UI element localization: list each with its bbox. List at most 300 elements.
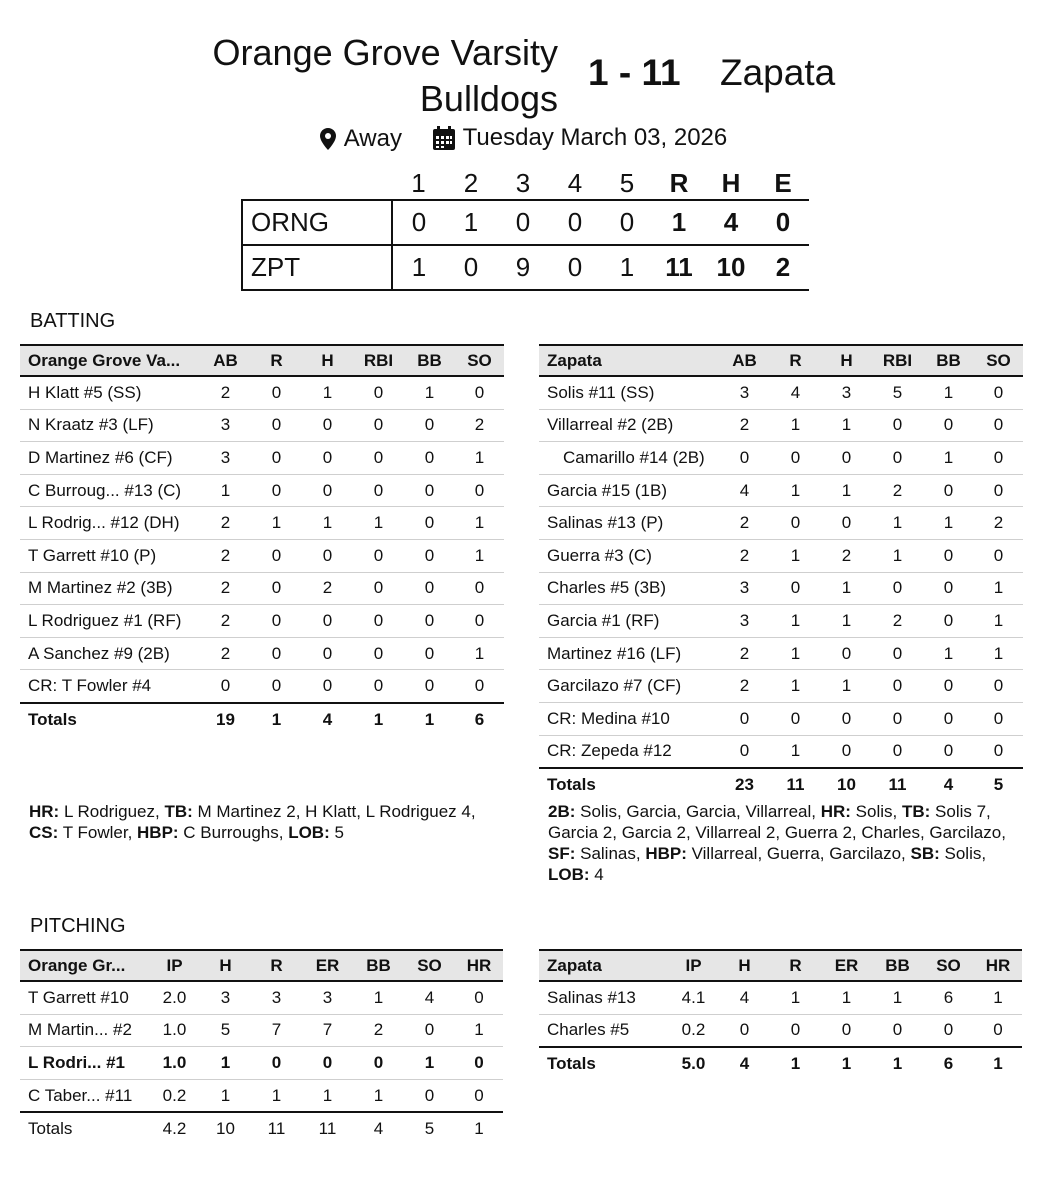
stat-header-row — [20, 950, 503, 981]
stat-value: 10 — [837, 774, 856, 794]
errors-header: E — [774, 168, 792, 198]
stat-value: 1 — [770, 539, 821, 572]
column-header: H — [200, 950, 251, 981]
column-header: BB — [353, 950, 404, 981]
player-name: Solis #11 (SS) — [539, 376, 719, 409]
stat-value: 2 — [719, 670, 770, 703]
stat-value: 6 — [474, 709, 485, 729]
player-name: L Rodri... #1 — [20, 1047, 149, 1080]
stat-value: 2 — [302, 572, 353, 605]
stat-value: 4.2 — [162, 1119, 187, 1139]
stat-value: 1 — [821, 474, 872, 507]
stat-header-row — [20, 345, 504, 376]
inning-score: 0 — [567, 207, 583, 237]
inning-score: 9 — [515, 252, 531, 282]
player-name: Charles #5 (3B) — [539, 572, 719, 605]
column-header: R — [251, 345, 302, 376]
stat-value: 0 — [251, 637, 302, 670]
player-row — [20, 637, 504, 670]
note-text: C Burroughs, — [178, 823, 289, 842]
stat-value: 0 — [923, 572, 974, 605]
note-label: HR: — [820, 802, 851, 821]
player-name: C Taber... #11 — [20, 1079, 149, 1112]
stat-value: 1 — [993, 1053, 1003, 1073]
note-label: 2B: — [548, 802, 576, 821]
player-name: M Martin... #2 — [20, 1014, 149, 1047]
player-name: A Sanchez #9 (2B) — [20, 637, 200, 670]
column-header: BB — [872, 950, 923, 981]
player-row — [20, 409, 504, 442]
stat-value: 0 — [251, 539, 302, 572]
note-label: CS: — [29, 823, 59, 842]
stat-value: 1 — [790, 1053, 801, 1073]
stat-value: 10 — [216, 1119, 235, 1139]
stat-value: 0 — [404, 1014, 455, 1047]
stat-value: 0 — [455, 376, 504, 409]
player-row — [539, 539, 1023, 572]
hits-header: H — [721, 168, 741, 198]
column-header: Zapata — [539, 345, 719, 376]
player-row — [539, 409, 1023, 442]
stat-value: 0 — [974, 442, 1023, 475]
stat-value: 1 — [770, 637, 821, 670]
note-label: HBP: — [645, 844, 687, 863]
stat-value: 1 — [404, 1047, 455, 1080]
stat-value: 0 — [455, 474, 504, 507]
linescore-team: ZPT — [242, 245, 392, 290]
player-row — [539, 507, 1023, 540]
stat-value: 11 — [267, 1119, 286, 1139]
note-text: Villarreal, Guerra, Garcilazo, — [686, 844, 911, 863]
pitching-table-away — [539, 949, 1022, 1080]
pitching-section-title: PITCHING — [30, 915, 126, 937]
note-label: LOB: — [288, 823, 330, 842]
totals-label: Totals — [547, 774, 596, 794]
totals-row — [20, 1112, 503, 1145]
stat-value: 0 — [251, 474, 302, 507]
linescore-row — [242, 200, 809, 245]
player-row — [20, 507, 504, 540]
stat-value: 0 — [770, 442, 821, 475]
stat-value: 11 — [888, 774, 907, 794]
column-header: RBI — [872, 345, 923, 376]
stat-value: 0 — [821, 702, 872, 735]
stat-value: 0 — [404, 572, 455, 605]
stat-value: 1 — [353, 981, 404, 1014]
stat-value: 1.0 — [149, 1014, 200, 1047]
stat-value: 0 — [719, 1014, 770, 1047]
player-name: H Klatt #5 (SS) — [20, 376, 200, 409]
stat-value: 19 — [216, 709, 235, 729]
player-row — [20, 981, 503, 1014]
stat-value: 5 — [872, 376, 923, 409]
column-header: SO — [455, 345, 504, 376]
column-header: H — [821, 345, 872, 376]
batting-table-away — [539, 344, 1023, 801]
stat-value: 2 — [719, 637, 770, 670]
note-label: HBP: — [137, 823, 179, 842]
column-header: AB — [719, 345, 770, 376]
location-label: Away — [343, 125, 402, 152]
stat-value: 0 — [821, 735, 872, 768]
note-text: 5 — [329, 823, 344, 842]
player-row — [539, 735, 1023, 768]
column-header: ER — [821, 950, 872, 981]
column-header: H — [719, 950, 770, 981]
player-row — [20, 1079, 503, 1112]
stat-value: 0 — [770, 572, 821, 605]
stat-value: 0 — [251, 572, 302, 605]
stat-value: 0 — [353, 409, 404, 442]
player-row — [539, 981, 1022, 1014]
stat-value: 0 — [302, 474, 353, 507]
stat-value: 0 — [974, 539, 1023, 572]
column-header: Orange Gr... — [20, 950, 149, 981]
stat-value: 6 — [943, 1053, 954, 1073]
stat-value: 1 — [424, 709, 435, 729]
player-name: Salinas #13 — [539, 981, 668, 1014]
stat-value: 0 — [302, 539, 353, 572]
stat-value: 1 — [872, 981, 923, 1014]
inning-score: 0 — [567, 252, 583, 282]
player-row — [20, 670, 504, 703]
stat-value: 4 — [322, 709, 333, 729]
note-text: M Martinez 2, H Klatt, L Rodriguez 4, — [192, 802, 476, 821]
stat-value: 0 — [821, 442, 872, 475]
stat-value: 4 — [404, 981, 455, 1014]
stat-value: 0.2 — [668, 1014, 719, 1047]
stat-value: 0 — [974, 1014, 1022, 1047]
stat-value: 2 — [200, 376, 251, 409]
stat-value: 1 — [770, 474, 821, 507]
inning-header: 5 — [619, 168, 635, 198]
column-header: HR — [455, 950, 503, 981]
stat-value: 1 — [974, 637, 1023, 670]
linescore-header — [242, 168, 809, 200]
inning-score: 0 — [411, 207, 427, 237]
batting-notes-away — [548, 801, 1018, 885]
stat-value: 0 — [353, 605, 404, 638]
stat-value: 0 — [872, 637, 923, 670]
inning-score: 0 — [463, 252, 479, 282]
stat-value: 1 — [821, 605, 872, 638]
stat-value: 1 — [200, 474, 251, 507]
stat-value: 0 — [353, 474, 404, 507]
stat-value: 0 — [353, 637, 404, 670]
player-row — [539, 376, 1023, 409]
player-name: N Kraatz #3 (LF) — [20, 409, 200, 442]
stat-value: 0 — [404, 637, 455, 670]
player-row — [539, 474, 1023, 507]
stat-value: 1 — [353, 507, 404, 540]
total-score: 1 — [671, 207, 687, 237]
column-header: SO — [923, 950, 974, 981]
home-team-name — [160, 30, 558, 122]
stat-value: 2 — [353, 1014, 404, 1047]
stat-value: 3 — [200, 409, 251, 442]
stat-value: 1 — [302, 507, 353, 540]
stat-value: 4 — [719, 981, 770, 1014]
total-score: 0 — [775, 207, 791, 237]
stat-value: 0 — [770, 507, 821, 540]
stat-value: 1 — [302, 1079, 353, 1112]
linescore-table — [241, 168, 809, 291]
stat-header-row — [539, 345, 1023, 376]
note-text: Solis, — [850, 802, 902, 821]
batting-notes-home — [29, 801, 509, 843]
stat-value: 1 — [302, 376, 353, 409]
stat-value: 3 — [251, 981, 302, 1014]
stat-value: 0 — [404, 507, 455, 540]
note-label: LOB: — [548, 865, 590, 884]
stat-value: 3 — [719, 572, 770, 605]
column-header: Zapata — [539, 950, 668, 981]
inning-score: 1 — [463, 207, 479, 237]
totals-label: Totals — [28, 709, 77, 729]
stat-value: 0.2 — [149, 1079, 200, 1112]
totals-row — [539, 768, 1023, 801]
stat-value: 1 — [373, 709, 384, 729]
stat-value: 1.0 — [149, 1047, 200, 1080]
stat-value: 1 — [821, 981, 872, 1014]
player-name: D Martinez #6 (CF) — [20, 442, 200, 475]
stat-value: 0 — [455, 572, 504, 605]
stat-value: 0 — [302, 637, 353, 670]
stat-value: 1 — [974, 981, 1022, 1014]
player-row — [20, 572, 504, 605]
stat-value: 0 — [251, 1047, 302, 1080]
home-team-line2: Bulldogs — [419, 78, 558, 119]
totals-label: Totals — [28, 1119, 73, 1139]
stat-value: 3 — [200, 442, 251, 475]
game-meta — [0, 124, 1047, 157]
note-text: Solis 7, Garcia 2, Garcia 2, Villarreal 2, Guerra 2, Charles, Garcilazo, — [548, 802, 1006, 842]
stat-value: 0 — [404, 1079, 455, 1112]
player-name: Salinas #13 (P) — [539, 507, 719, 540]
stat-value: 3 — [719, 605, 770, 638]
stat-value: 0 — [353, 670, 404, 703]
player-row — [20, 474, 504, 507]
player-row — [539, 442, 1023, 475]
stat-value: 0 — [455, 670, 504, 703]
inning-score: 0 — [619, 207, 635, 237]
stat-value: 0 — [251, 376, 302, 409]
stat-value: 0 — [974, 376, 1023, 409]
stat-value: 1 — [455, 539, 504, 572]
player-name: L Rodrig... #12 (DH) — [20, 507, 200, 540]
stat-value: 0 — [302, 442, 353, 475]
stat-value: 0 — [455, 605, 504, 638]
player-row — [539, 605, 1023, 638]
player-name: Guerra #3 (C) — [539, 539, 719, 572]
stat-value: 4 — [373, 1119, 384, 1139]
total-score: 10 — [716, 252, 746, 282]
inning-header: 4 — [567, 168, 583, 198]
inning-score: 0 — [515, 207, 531, 237]
batting-table-home — [20, 344, 504, 736]
stat-value: 1 — [455, 1014, 503, 1047]
note-label: TB: — [901, 802, 931, 821]
stat-value: 0 — [821, 637, 872, 670]
stat-value: 0 — [923, 539, 974, 572]
away-team-name: Zapata — [720, 52, 836, 93]
stat-value: 2 — [974, 507, 1023, 540]
stat-value: 0 — [923, 1014, 974, 1047]
stat-value: 3 — [200, 981, 251, 1014]
stat-value: 0 — [770, 1014, 821, 1047]
stat-value: 7 — [302, 1014, 353, 1047]
stat-value: 0 — [872, 702, 923, 735]
stat-value: 0 — [353, 539, 404, 572]
player-name: Camarillo #14 (2B) — [539, 442, 719, 475]
location-pin-icon — [320, 128, 336, 150]
note-label: SB: — [910, 844, 940, 863]
stat-value: 0 — [404, 539, 455, 572]
stat-value: 1 — [200, 1047, 251, 1080]
inning-header: 1 — [411, 168, 426, 198]
linescore-team-header — [242, 168, 392, 200]
stat-value: 1 — [770, 981, 821, 1014]
pitching-table-home — [20, 949, 503, 1145]
stat-value: 1 — [353, 1079, 404, 1112]
stat-value: 0 — [719, 442, 770, 475]
stat-value: 2 — [872, 605, 923, 638]
stat-value: 1 — [200, 1079, 251, 1112]
column-header: IP — [149, 950, 200, 981]
totals-label: Totals — [547, 1053, 596, 1073]
column-header: BB — [923, 345, 974, 376]
stat-value: 2 — [200, 572, 251, 605]
stat-value: 0 — [200, 670, 251, 703]
player-name: T Garrett #10 (P) — [20, 539, 200, 572]
stat-value: 4 — [739, 1053, 750, 1073]
player-row — [20, 376, 504, 409]
stat-value: 1 — [841, 1053, 852, 1073]
totals-row — [539, 1047, 1022, 1080]
column-header: R — [770, 345, 821, 376]
location — [320, 125, 402, 153]
note-label: HR: — [29, 802, 60, 821]
column-header: HR — [974, 950, 1022, 981]
stat-header-row — [539, 950, 1022, 981]
stat-value: 0 — [923, 409, 974, 442]
total-score: 11 — [665, 252, 693, 282]
stat-value: 0 — [974, 409, 1023, 442]
batting-section-title: BATTING — [30, 310, 116, 332]
total-score: 2 — [775, 252, 791, 282]
stat-value: 2 — [200, 539, 251, 572]
stat-value: 1 — [923, 637, 974, 670]
stat-value: 11 — [786, 774, 805, 794]
stat-value: 4 — [770, 376, 821, 409]
player-row — [20, 1014, 503, 1047]
stat-value: 3 — [302, 981, 353, 1014]
stat-value: 0 — [872, 1014, 923, 1047]
stat-value: 4 — [943, 774, 954, 794]
note-text: Solis, — [939, 844, 987, 863]
stat-value: 0 — [251, 442, 302, 475]
stat-value: 1 — [974, 605, 1023, 638]
stat-value: 0 — [821, 507, 872, 540]
player-row — [20, 1047, 503, 1080]
stat-value: 0 — [872, 409, 923, 442]
stat-value: 1 — [770, 605, 821, 638]
column-header: R — [770, 950, 821, 981]
stat-value: 1 — [770, 409, 821, 442]
stat-value: 2 — [200, 507, 251, 540]
stat-value: 0 — [719, 702, 770, 735]
stat-value: 0 — [404, 474, 455, 507]
stat-value: 0 — [821, 1014, 872, 1047]
stat-value: 0 — [872, 735, 923, 768]
player-name: M Martinez #2 (3B) — [20, 572, 200, 605]
stat-value: 0 — [353, 1047, 404, 1080]
calendar-icon — [433, 126, 455, 150]
stat-value: 1 — [923, 376, 974, 409]
stat-value: 3 — [821, 376, 872, 409]
column-header: AB — [200, 345, 251, 376]
player-name: CR: Medina #10 — [539, 702, 719, 735]
player-name: Martinez #16 (LF) — [539, 637, 719, 670]
stat-value: 0 — [251, 409, 302, 442]
player-row — [20, 605, 504, 638]
stat-value: 0 — [302, 670, 353, 703]
stat-value: 3 — [719, 376, 770, 409]
stat-value: 0 — [251, 605, 302, 638]
home-team-line1: Orange Grove Varsity — [212, 32, 558, 73]
stat-value: 0 — [455, 1079, 503, 1112]
stat-value: 0 — [923, 474, 974, 507]
stat-value: 1 — [892, 1053, 903, 1073]
stat-value: 0 — [872, 572, 923, 605]
column-header: R — [251, 950, 302, 981]
note-text: T Fowler, — [58, 823, 138, 842]
stat-value: 2 — [719, 539, 770, 572]
player-row — [539, 670, 1023, 703]
stat-value: 0 — [923, 702, 974, 735]
stat-value: 2.0 — [149, 981, 200, 1014]
stat-value: 0 — [923, 735, 974, 768]
stat-value: 1 — [770, 735, 821, 768]
stat-value: 1 — [271, 709, 282, 729]
stat-value: 1 — [455, 442, 504, 475]
stat-value: 0 — [302, 1047, 353, 1080]
stat-value: 5 — [993, 774, 1004, 794]
stat-value: 1 — [455, 637, 504, 670]
stat-value: 0 — [302, 605, 353, 638]
column-header: H — [302, 345, 353, 376]
player-row — [539, 1014, 1022, 1047]
stat-value: 1 — [455, 507, 504, 540]
runs-header: R — [669, 168, 689, 198]
game-date — [433, 124, 728, 152]
stat-value: 0 — [353, 376, 404, 409]
player-name: L Rodriguez #1 (RF) — [20, 605, 200, 638]
player-name: T Garrett #10 — [20, 981, 149, 1014]
stat-value: 1 — [251, 507, 302, 540]
note-text: L Rodriguez, — [59, 802, 165, 821]
stat-value: 0 — [404, 409, 455, 442]
player-name: Garcia #15 (1B) — [539, 474, 719, 507]
stat-value: 0 — [770, 702, 821, 735]
stat-value: 1 — [974, 572, 1023, 605]
note-label: SF: — [548, 844, 576, 863]
note-text: Salinas, — [575, 844, 646, 863]
linescore-team: ORNG — [242, 200, 392, 245]
stat-value: 5 — [424, 1119, 435, 1139]
stat-value: 2 — [200, 605, 251, 638]
stat-value: 0 — [719, 735, 770, 768]
